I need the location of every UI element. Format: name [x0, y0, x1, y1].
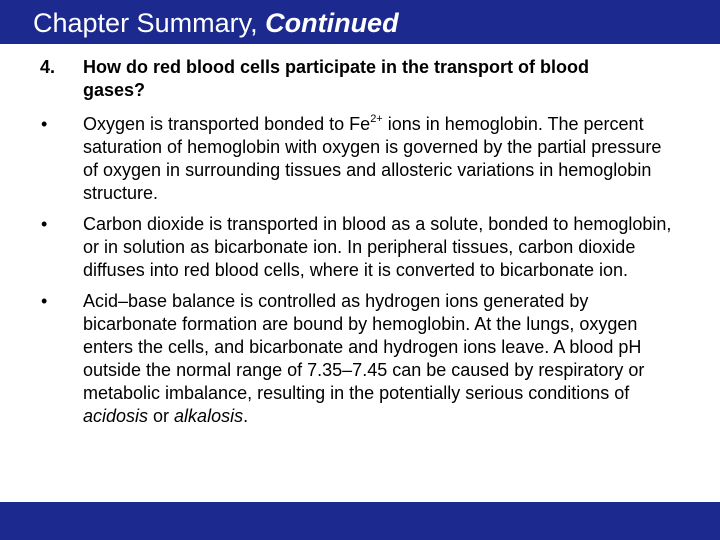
or-connector: or: [148, 406, 175, 426]
sentence-ending: .: [243, 406, 249, 426]
bullet-text: Carbon dioxide is transported in blood as a solute, bonded to hemoglobin, or in solution as bicarbonate ion. In peripheral tissues, carbon dioxide diffuses into red blood cells, where it is converted to bicarbonate ion.: [83, 214, 672, 280]
oxygen-text-start: Oxygen is transported bonded to Fe: [83, 114, 371, 134]
iron-charge-superscript: 2+: [370, 113, 383, 125]
bullet-marker: •: [41, 291, 48, 311]
title-bar: [0, 0, 720, 44]
footer-bar: [0, 502, 720, 540]
bullet-item: [0, 213, 720, 282]
title-main: Chapter Summary,: [33, 8, 258, 38]
title-continued: Continued: [265, 8, 399, 38]
oxygen-text-end: ions in hemoglobin. The percent saturation of hemoglobin with oxygen is governed by the partial pressure of oxygen in surrounding tissues and allosteric variations in hemoglobin structure.: [83, 114, 662, 203]
bullet-text: [83, 113, 673, 205]
bullet-item: [0, 290, 720, 428]
bullet-marker: •: [41, 214, 48, 234]
acid-base-text: Acid–base balance is controlled as hydrogen ions generated by bicarbonate formation are bound by hemoglobin. At the lungs, oxygen enters the cells, and bicarbonate and hydrogen ions leave. A blood pH outside the normal range of 7.35–7.45 can be caused by respiratory or metabolic imbalance, resulting in the potentially serious conditions of: [83, 291, 645, 403]
slide-content: [0, 56, 720, 436]
slide-title: [33, 6, 399, 40]
alkalosis-term: alkalosis: [174, 406, 244, 426]
bullet-item: [0, 113, 720, 205]
question-item: [0, 56, 720, 102]
question-text: How do red blood cells participate in the transport of blood gases?: [83, 57, 590, 100]
acidosis-term: acidosis: [83, 406, 149, 426]
bullet-marker: •: [41, 114, 48, 134]
bullet-text: [83, 290, 673, 428]
question-number: 4.: [40, 57, 56, 77]
